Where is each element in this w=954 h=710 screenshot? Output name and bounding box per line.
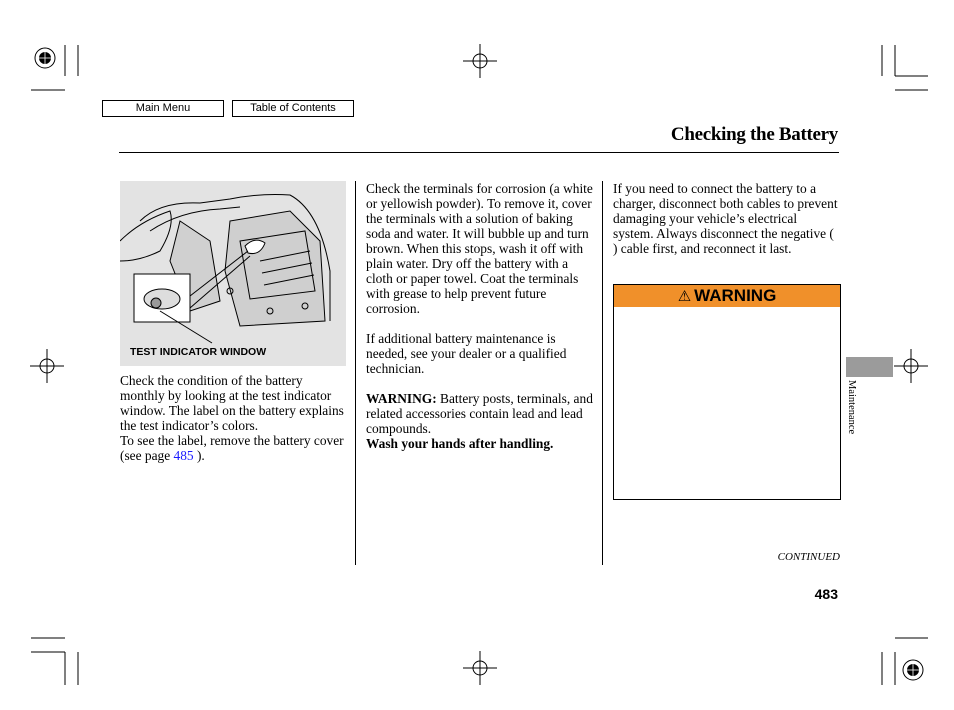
continued-label: CONTINUED [777, 551, 840, 563]
paragraph-monthly-check: Check the condition of the battery monthly by looking at the test indicator window. The label on the battery explains the test indicator’s colors. [120, 373, 344, 433]
warning-header [614, 285, 840, 307]
column-divider-2 [602, 181, 603, 565]
paragraph-lead-warning: WARNING: Battery posts, terminals, and related accessories contain lead and lead compounds. Wash your hands after handling. [366, 391, 593, 451]
section-tab [846, 357, 893, 377]
page-number: 483 [814, 586, 838, 602]
page-485-link[interactable]: 485 [173, 448, 194, 463]
warning-label: WARNING [694, 286, 777, 305]
battery-illustration [120, 181, 346, 366]
table-of-contents-button[interactable]: Table of Contents [232, 100, 354, 117]
battery-figure [120, 181, 346, 366]
paragraph-maintenance: If additional battery maintenance is needed, see your dealer or a qualified technician. [366, 331, 567, 376]
column-divider-1 [355, 181, 356, 565]
main-menu-button[interactable]: Main Menu [102, 100, 224, 117]
title-rule [119, 152, 839, 153]
paragraph-see-label: To see the label, remove the battery cover (see page 485 ). [120, 433, 344, 463]
figure-caption: TEST INDICATOR WINDOW [130, 346, 267, 358]
column-2 [366, 181, 594, 466]
warning-box [613, 284, 841, 500]
section-label: Maintenance [846, 380, 857, 435]
paragraph-corrosion: Check the terminals for corrosion (a white or yellowish powder). To remove it, cover the terminals with a solution of baking soda and water. It will bubble up and turn brown. When this stops, wash it off with plain water. Dry off the battery with a cloth or paper towel. Coat the terminals with grease to help prevent future corrosion. [366, 181, 593, 316]
warning-triangle-icon: ⚠ [677, 288, 692, 305]
column-1 [120, 373, 345, 478]
paragraph-charger: If you need to connect the battery to a charger, disconnect both cables to prevent damaging your vehicle’s electrical system. Always disconnect the negative ( ) cable first, and reconnect it last. [613, 181, 838, 256]
column-3 [613, 181, 839, 271]
page-title: Checking the Battery [670, 124, 838, 145]
